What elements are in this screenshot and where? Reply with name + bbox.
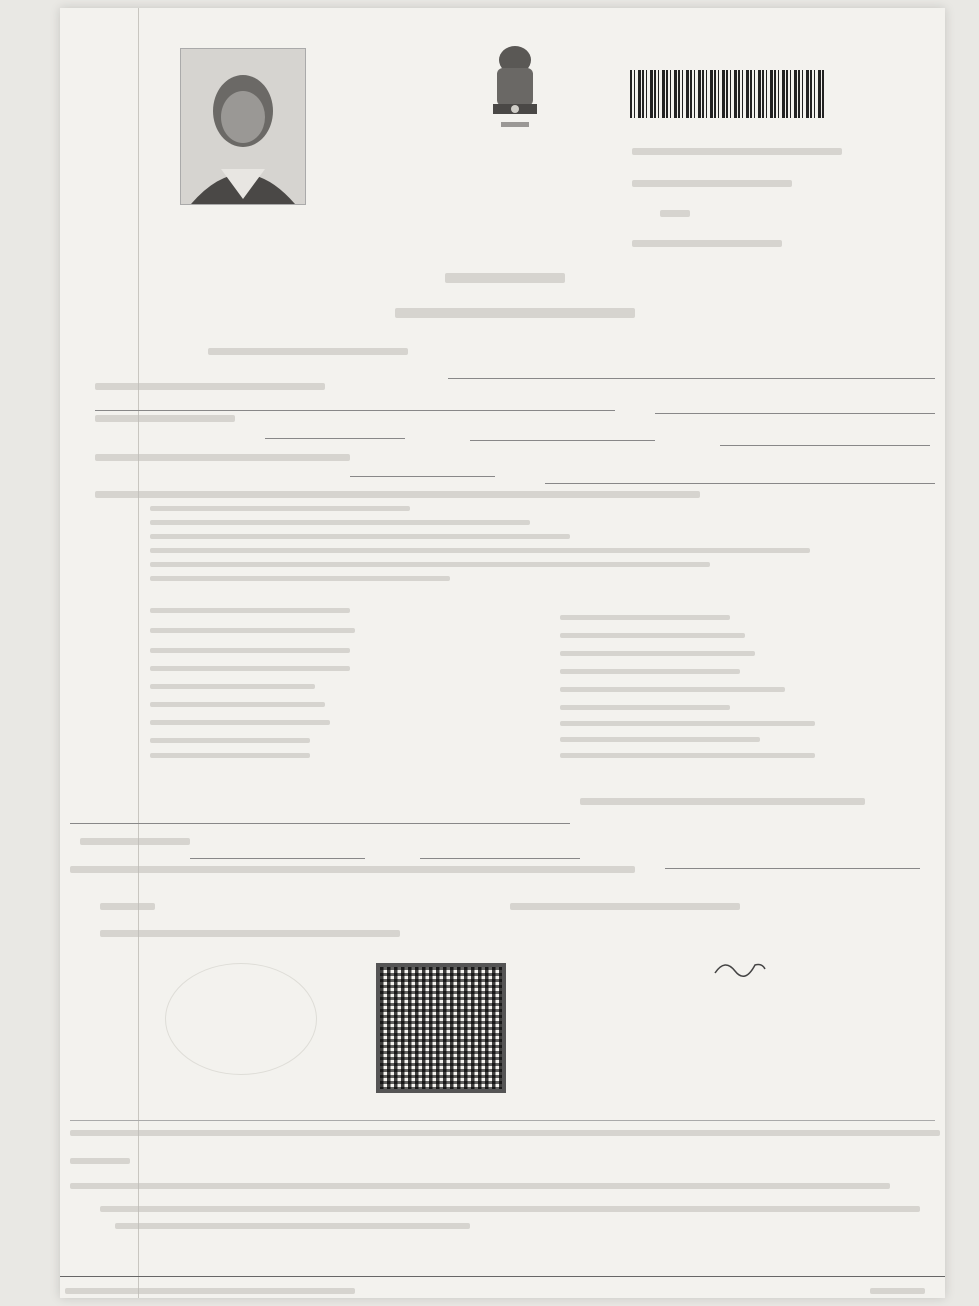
qr-code-icon (376, 963, 506, 1093)
certificate-page (60, 8, 945, 1298)
fold-line (138, 8, 139, 1298)
national-emblem-icon (475, 38, 555, 148)
applicant-photo (180, 48, 306, 205)
stamp (165, 963, 317, 1075)
emblem (475, 38, 555, 148)
signature-icon (710, 953, 770, 983)
footer-rule (60, 1276, 945, 1277)
person-photo-icon (181, 49, 305, 204)
barcode-icon (630, 70, 825, 118)
